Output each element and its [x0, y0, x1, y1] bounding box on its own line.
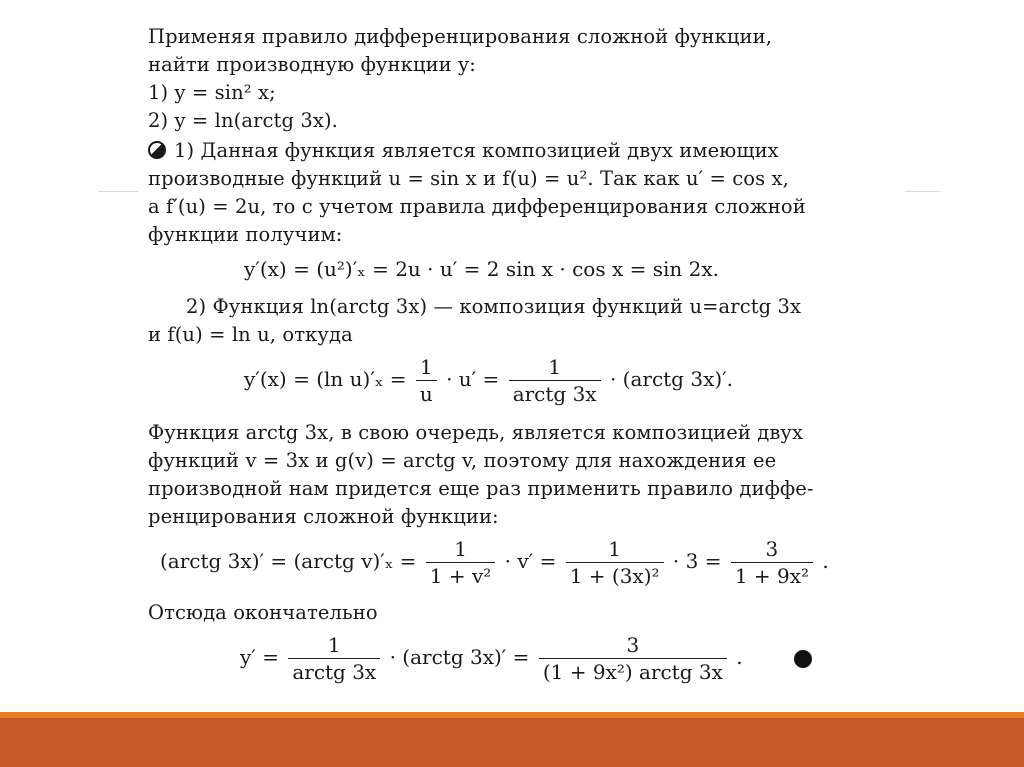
- solution-1-line-2: производные функций u = sin x и f(u) = u². Так как u′ = cos x,: [148, 167, 789, 190]
- paragraph-line-2: функций v = 3x и g(v) = arctg v, поэтому для нахождения ее: [148, 449, 777, 472]
- solution-start-icon: [148, 141, 166, 159]
- formula-3-frac-2: [566, 536, 664, 589]
- formula-3-frac-1-den: 1 + v²: [429, 564, 492, 588]
- formula-3-right: .: [822, 549, 829, 573]
- formula-4-left: y′ =: [240, 645, 279, 669]
- formula-1: y′(x) = (u²)′ₓ = 2u · u′ = 2 sin x · cos x = sin 2x.: [244, 257, 719, 281]
- formula-3: [160, 536, 829, 589]
- formula-3-frac-1-num: 1: [426, 536, 496, 563]
- formula-4-frac-1-den: arctg 3x: [292, 660, 377, 684]
- solution-end-icon: [794, 650, 812, 668]
- formula-3-frac-3: [731, 536, 813, 589]
- formula-3-mid-2: · 3 =: [672, 549, 722, 573]
- formula-4-right: .: [736, 645, 743, 669]
- formula-4-frac-2: [539, 632, 727, 685]
- formula-3-frac-2-num: 1: [566, 536, 664, 563]
- problem-line-1: Применяя правило дифференцирования сложной функции,: [148, 25, 773, 48]
- formula-2-right: · (arctg 3x)′.: [609, 367, 734, 391]
- formula-3-frac-3-num: 3: [731, 536, 813, 563]
- formula-4-frac-1: [288, 632, 380, 685]
- formula-2-frac-2-num: 1: [509, 354, 601, 381]
- formula-3-frac-3-den: 1 + 9x²: [734, 564, 810, 588]
- solution-1-line-3: а f′(u) = 2u, то с учетом правила дифференцирования сложной: [148, 195, 806, 218]
- footer-bar: [0, 718, 1024, 767]
- solution-2-line-1: 2) Функция ln(arctg 3x) — композиция функций u=arctg 3x: [186, 295, 802, 318]
- formula-2-mid: · u′ =: [446, 367, 500, 391]
- formula-3-left: (arctg 3x)′ = (arctg v)′ₓ =: [160, 549, 417, 573]
- formula-2-frac-1-num: 1: [416, 354, 437, 381]
- solution-1-line-4: функции получим:: [148, 223, 343, 246]
- task-2: 2) y = ln(arctg 3x).: [148, 109, 338, 132]
- formula-4: [240, 632, 743, 685]
- solution-1-line-1-text: 1) Данная функция является композицией двух имеющих: [174, 139, 779, 162]
- problem-line-2: найти производную функции y:: [148, 53, 476, 76]
- formula-2-left: y′(x) = (ln u)′ₓ =: [244, 367, 407, 391]
- paragraph-line-3: производной нам придется еще раз применить правило диффе-: [148, 477, 814, 500]
- divider-right: [905, 191, 940, 192]
- formula-2-frac-1-den: u: [419, 382, 433, 406]
- conclusion-line: Отсюда окончательно: [148, 601, 378, 624]
- formula-3-frac-2-den: 1 + (3x)²: [569, 564, 660, 588]
- formula-4-frac-2-den: (1 + 9x²) arctg 3x: [542, 660, 723, 684]
- solution-2-line-2: и f(u) = ln u, откуда: [148, 323, 353, 346]
- paragraph-line-4: ренцирования сложной функции:: [148, 505, 499, 528]
- formula-4-frac-1-num: 1: [288, 632, 380, 659]
- formula-2: [244, 354, 733, 407]
- formula-3-frac-1: [426, 536, 496, 589]
- formula-2-frac-2-den: arctg 3x: [512, 382, 597, 406]
- formula-2-frac-2: [509, 354, 601, 407]
- formula-3-mid-1: · v′ =: [504, 549, 557, 573]
- formula-4-frac-2-num: 3: [539, 632, 727, 659]
- divider-left: [98, 191, 138, 192]
- paragraph-line-1: Функция arctg 3x, в свою очередь, является композицией двух: [148, 421, 804, 444]
- task-1: 1) y = sin² x;: [148, 81, 276, 104]
- solution-1-line-1: [148, 138, 779, 164]
- formula-4-mid: · (arctg 3x)′ =: [389, 645, 530, 669]
- formula-2-frac-1: [416, 354, 437, 407]
